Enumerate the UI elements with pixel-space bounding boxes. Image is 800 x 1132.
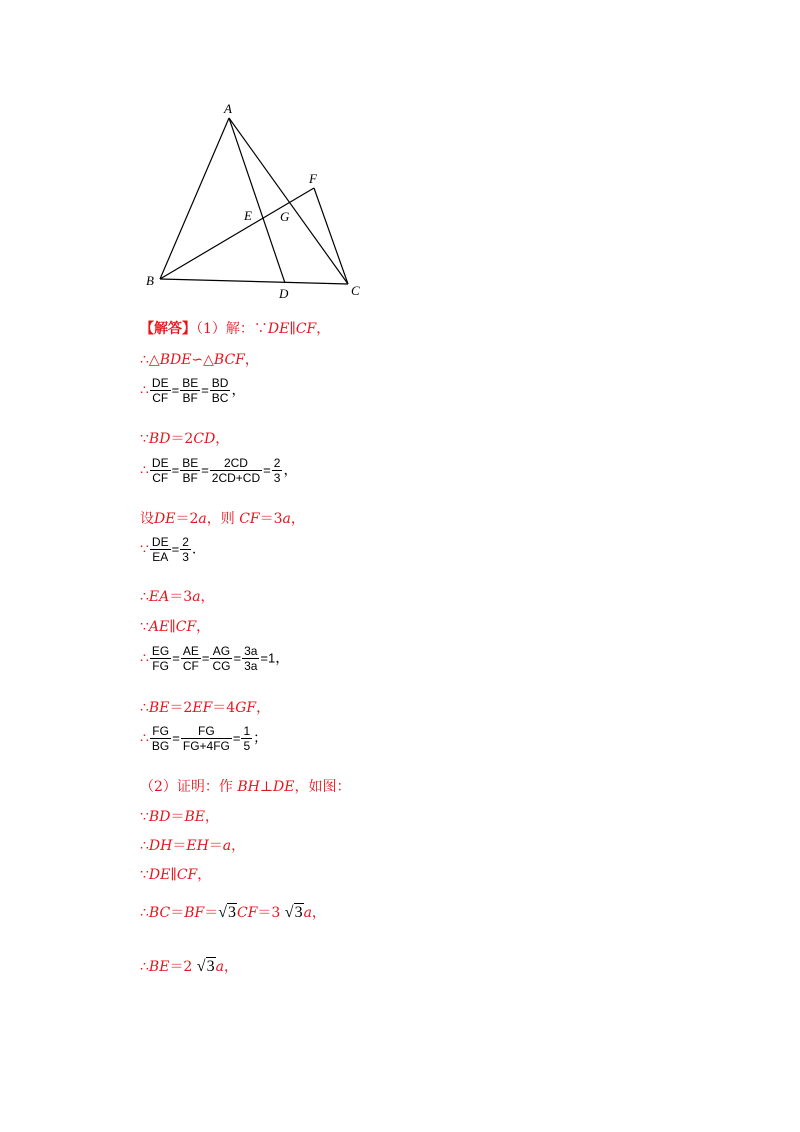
- text: ∵: [140, 867, 149, 883]
- fraction: [180, 456, 200, 485]
- var: AE: [148, 619, 170, 635]
- denominator: CF: [150, 390, 171, 405]
- var: CF: [236, 905, 258, 921]
- var: BD: [148, 431, 171, 447]
- denominator: EA: [150, 549, 171, 564]
- numerator: AE: [182, 644, 199, 658]
- fraction: [180, 535, 191, 564]
- fraction: [210, 644, 232, 673]
- var: a: [222, 838, 232, 854]
- numerator: 1: [243, 724, 251, 738]
- equals: =: [201, 650, 210, 666]
- equals: =: [232, 730, 241, 746]
- text: ∴: [140, 382, 149, 399]
- text: ∵: [140, 809, 149, 825]
- equals: =: [171, 462, 180, 478]
- text: ＝: [208, 838, 223, 854]
- var: BF: [184, 905, 205, 921]
- label-d: D: [279, 286, 289, 301]
- fraction: [210, 456, 262, 485]
- text: ∵: [140, 541, 149, 558]
- numerator: BE: [182, 456, 199, 470]
- solution-line-16: [140, 864, 211, 884]
- denominator: BC: [211, 391, 229, 405]
- punct: ，: [275, 650, 290, 667]
- var: a: [303, 905, 312, 921]
- denominator: FG: [150, 658, 171, 673]
- numerator: FG: [198, 724, 215, 738]
- denominator: BF: [180, 470, 200, 485]
- var: DE: [148, 867, 171, 883]
- var: CF: [175, 619, 197, 635]
- radicand: 3: [294, 904, 303, 921]
- solution-line-2: [140, 349, 259, 369]
- denominator: CF: [181, 658, 201, 673]
- solution-line-18: [140, 956, 238, 976]
- equals: =: [233, 650, 242, 666]
- denominator: CF: [150, 470, 171, 485]
- numerator: 3a: [244, 644, 258, 658]
- var: EF: [192, 700, 213, 716]
- text: ∴: [140, 462, 149, 479]
- punct: ，: [311, 905, 326, 921]
- parallel-symbol: ∥: [289, 321, 296, 337]
- var: BE: [184, 809, 205, 825]
- numerator: FG: [152, 724, 169, 738]
- text: ＝2: [169, 700, 193, 716]
- punct: ，: [244, 352, 259, 368]
- punct: ，: [223, 959, 238, 975]
- solution-line-17: [140, 902, 326, 922]
- punct: .: [191, 541, 197, 558]
- triangle-figure: [138, 98, 368, 306]
- solution-line-11: [140, 697, 270, 717]
- text: （1）解：∵: [196, 321, 268, 337]
- equals: =: [172, 730, 180, 746]
- fraction: [242, 644, 259, 673]
- fraction: [150, 456, 171, 485]
- segment-fc: [314, 188, 348, 284]
- segment-bc: [160, 279, 348, 284]
- text: ＝2: [169, 959, 197, 975]
- text: （2）证明：作: [140, 779, 238, 795]
- text: ＝3: [257, 905, 285, 921]
- text: ∴: [140, 700, 149, 716]
- denominator: BF: [180, 390, 200, 405]
- punct: ，: [204, 809, 219, 825]
- similar-symbol: ∽△: [191, 352, 214, 368]
- numerator: DE: [151, 535, 169, 549]
- var: a: [282, 511, 291, 527]
- var: CF: [176, 867, 198, 883]
- var: BCF: [213, 352, 245, 368]
- text: ＝3: [259, 511, 283, 527]
- punct: ，: [200, 589, 215, 605]
- fraction: [181, 644, 201, 673]
- text: ∴: [140, 730, 149, 747]
- solution-line-7: [140, 535, 196, 564]
- solution-line-3: [140, 376, 245, 405]
- radicand: 3: [206, 958, 215, 975]
- var: a: [215, 959, 224, 975]
- text: ∵: [140, 619, 149, 635]
- label-c: C: [351, 283, 360, 298]
- segment-ad: [229, 118, 285, 283]
- fraction: [241, 724, 252, 753]
- numerator: AG: [212, 644, 231, 658]
- var: BH: [237, 779, 260, 795]
- punct: ；: [253, 730, 268, 747]
- denominator: BG: [151, 739, 170, 753]
- fraction: [150, 724, 171, 753]
- text: ＝2: [170, 431, 194, 447]
- solution-line-9: [140, 616, 210, 636]
- sqrt-three: √3: [218, 904, 236, 921]
- solution-line-1: [140, 318, 330, 338]
- fraction: [180, 376, 200, 405]
- punct: ，: [215, 431, 230, 447]
- text: ∵: [140, 431, 149, 447]
- var: a: [192, 589, 201, 605]
- var: CF: [239, 511, 260, 527]
- answer-tag: 【解答】: [140, 321, 196, 337]
- equals: =: [201, 462, 209, 478]
- solution-line-5: [140, 456, 297, 485]
- solution-line-13: [140, 776, 350, 796]
- text: ，如图：: [294, 779, 351, 795]
- numerator: 2: [273, 456, 281, 470]
- equals-one: =1: [260, 650, 276, 666]
- numerator: DE: [151, 376, 169, 390]
- text: ＝: [204, 905, 219, 921]
- text: ，则: [206, 511, 240, 527]
- fraction: [150, 644, 171, 673]
- text: ＝4: [212, 700, 236, 716]
- solution-line-4: [140, 428, 229, 448]
- equals: =: [201, 382, 209, 398]
- label-g: G: [280, 209, 290, 224]
- punct: ，: [197, 867, 212, 883]
- parallel-symbol: ∥: [169, 619, 176, 635]
- radicand: 3: [227, 904, 236, 921]
- var: DE: [273, 779, 295, 795]
- punct: ，: [231, 838, 246, 854]
- sqrt-three: √3: [284, 904, 303, 921]
- solution-line-15: [140, 835, 245, 855]
- segment-bf: [160, 188, 314, 279]
- numerator: BD: [211, 376, 229, 390]
- text: ＝: [170, 809, 185, 825]
- perpendicular-symbol: ⊥: [259, 779, 274, 795]
- var: BE: [148, 700, 170, 716]
- numerator: 2CD: [223, 456, 248, 470]
- denominator: 5: [243, 739, 251, 753]
- segment-ab: [160, 118, 229, 279]
- text: ∴: [140, 650, 149, 667]
- solution-line-6: [140, 508, 305, 528]
- solution-line-8: [140, 586, 215, 606]
- punct: ，: [290, 511, 305, 527]
- equals: =: [171, 541, 180, 557]
- var: BDE: [159, 352, 192, 368]
- var: DE: [154, 511, 176, 527]
- denominator: FG+4FG: [182, 739, 230, 753]
- denominator: CG: [212, 659, 231, 673]
- fraction: [272, 456, 283, 485]
- solution-line-14: [140, 806, 219, 826]
- denominator: 3: [182, 550, 189, 564]
- text: ∴: [140, 589, 149, 605]
- var: GF: [235, 700, 257, 716]
- numerator: DE: [151, 456, 169, 470]
- label-e: E: [244, 208, 252, 223]
- var: CD: [193, 431, 216, 447]
- parallel-symbol: ∥: [170, 867, 177, 883]
- equals: =: [172, 650, 180, 666]
- var: EH: [186, 838, 209, 854]
- text: ＝2: [175, 511, 199, 527]
- punct: ，: [316, 321, 331, 337]
- var: a: [198, 511, 207, 527]
- numerator: BE: [182, 376, 199, 390]
- solution-line-10: [140, 644, 289, 673]
- sqrt-three: √3: [196, 958, 215, 975]
- var: CF: [295, 321, 317, 337]
- numerator: EG: [151, 644, 170, 658]
- equals: =: [263, 462, 271, 478]
- text: ∴: [140, 838, 149, 854]
- text: ∴△: [140, 352, 160, 368]
- text: ＝: [170, 905, 185, 921]
- fraction: [210, 376, 231, 405]
- fraction: [150, 376, 171, 405]
- denominator: 2CD+CD: [211, 471, 261, 485]
- var: BD: [148, 809, 171, 825]
- text: 设: [140, 511, 154, 527]
- text: ∴: [140, 905, 149, 921]
- equals: =: [171, 382, 180, 398]
- punct: ，: [196, 619, 211, 635]
- var: EA: [148, 589, 170, 605]
- var: BE: [148, 959, 170, 975]
- text: ∴: [140, 959, 149, 975]
- label-b: B: [146, 273, 154, 288]
- denominator: 3: [273, 471, 281, 485]
- numerator: 2: [182, 535, 189, 549]
- punct: ，: [231, 382, 246, 399]
- punct: ，: [283, 462, 298, 479]
- fraction: [181, 724, 232, 753]
- fraction: [150, 535, 171, 564]
- segment-ac: [229, 118, 348, 284]
- label-a: A: [224, 101, 232, 116]
- punct: ，: [256, 700, 271, 716]
- var: DH: [148, 838, 173, 854]
- text: ＝: [172, 838, 187, 854]
- var: DE: [267, 321, 290, 337]
- solution-line-12: [140, 724, 267, 753]
- denominator: 3a: [244, 659, 258, 673]
- var: BC: [148, 905, 171, 921]
- label-f: F: [309, 171, 317, 186]
- text: ＝3: [169, 589, 193, 605]
